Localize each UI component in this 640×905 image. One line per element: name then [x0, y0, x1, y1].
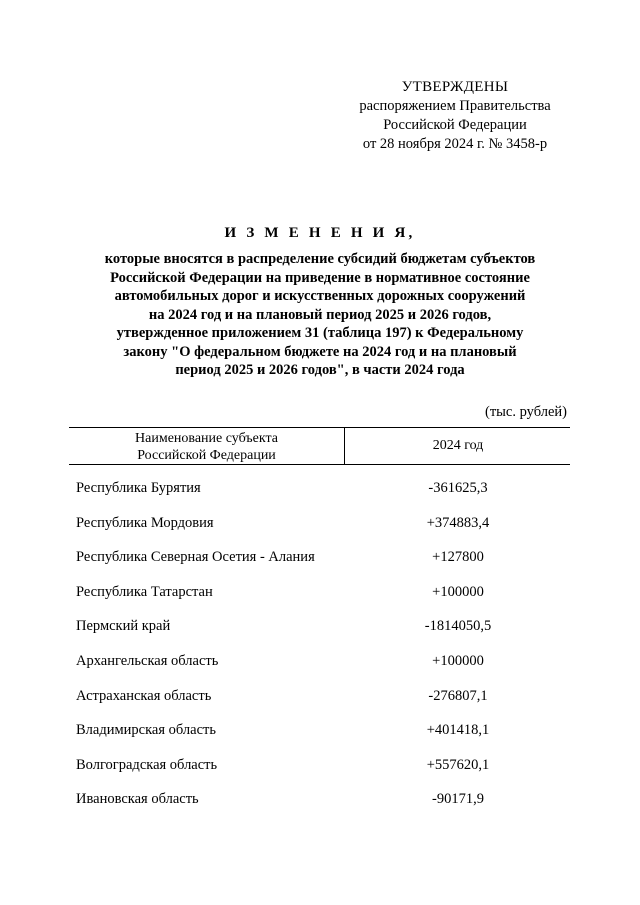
row-subject: Астраханская область — [76, 687, 212, 704]
subtitle-line: период 2025 и 2026 годов", в части 2024 года — [175, 362, 465, 378]
table-row — [0, 722, 640, 757]
document-subtitle — [80, 250, 560, 380]
row-subject: Республика Мордовия — [76, 514, 214, 531]
row-value: -361625,3 — [428, 480, 488, 496]
approval-heading: УТВЕРЖДЕНЫ — [401, 79, 509, 95]
approval-line-3: от 28 ноября 2024 г. № 3458-р — [362, 136, 548, 152]
row-subject: Республика Татарстан — [76, 583, 213, 600]
approval-line-2: Российской Федерации — [383, 117, 527, 133]
document-title: И З М Е Н Е Н И Я, — [224, 225, 416, 241]
table-body — [0, 480, 640, 826]
row-value: +374883,4 — [426, 514, 490, 531]
row-value: +100000 — [432, 583, 484, 600]
table-row — [0, 549, 640, 584]
row-value: -276807,1 — [428, 687, 488, 704]
table-row — [0, 688, 640, 723]
row-subject: Владимирская область — [76, 722, 216, 739]
approval-stamp — [340, 78, 570, 154]
subtitle-line: на 2024 год и на плановый период 2025 и 2026 годов, — [148, 306, 492, 323]
subtitle-line: которые вносятся в распределение субсидий бюджетам субъектов — [104, 251, 536, 267]
table-row — [0, 791, 640, 826]
row-subject: Архангельская область — [76, 652, 219, 669]
units-label: (тыс. рублей) — [485, 404, 567, 420]
table-row — [0, 757, 640, 792]
table-header — [69, 427, 570, 465]
subtitle-line: Российской Федерации на приведение в нормативное состояние — [110, 269, 530, 286]
subtitle-line: утвержденное приложением 31 (таблица 197) к Федеральному — [116, 325, 524, 341]
row-subject: Республика Северная Осетия - Алания — [76, 549, 315, 566]
table-row — [0, 653, 640, 688]
row-subject: Ивановская область — [76, 791, 199, 808]
header-subject-name — [69, 428, 345, 464]
table-row — [0, 515, 640, 550]
row-subject: Волгоградская область — [76, 756, 218, 773]
row-value: -90171,9 — [432, 791, 484, 808]
row-subject: Республика Бурятия — [76, 480, 201, 496]
header-subject-line-2: Российской Федерации — [137, 448, 276, 463]
table-row — [0, 618, 640, 653]
row-value: +100000 — [432, 652, 484, 669]
table-row — [0, 480, 640, 515]
table-row — [0, 584, 640, 619]
row-value: -1814050,5 — [424, 618, 492, 635]
header-year: 2024 год — [432, 438, 484, 453]
subtitle-line: закону "О федеральном бюджете на 2024 год и на плановый — [123, 343, 517, 360]
row-value: +557620,1 — [426, 756, 490, 773]
row-subject: Пермский край — [76, 618, 171, 635]
subtitle-line: автомобильных дорог и искусственных дорожных сооружений — [114, 288, 526, 304]
row-value: +127800 — [432, 549, 484, 566]
header-subject-line-1: Наименование субъекта — [135, 431, 278, 446]
row-value: +401418,1 — [426, 722, 490, 739]
approval-line-1: распоряжением Правительства — [359, 98, 551, 114]
